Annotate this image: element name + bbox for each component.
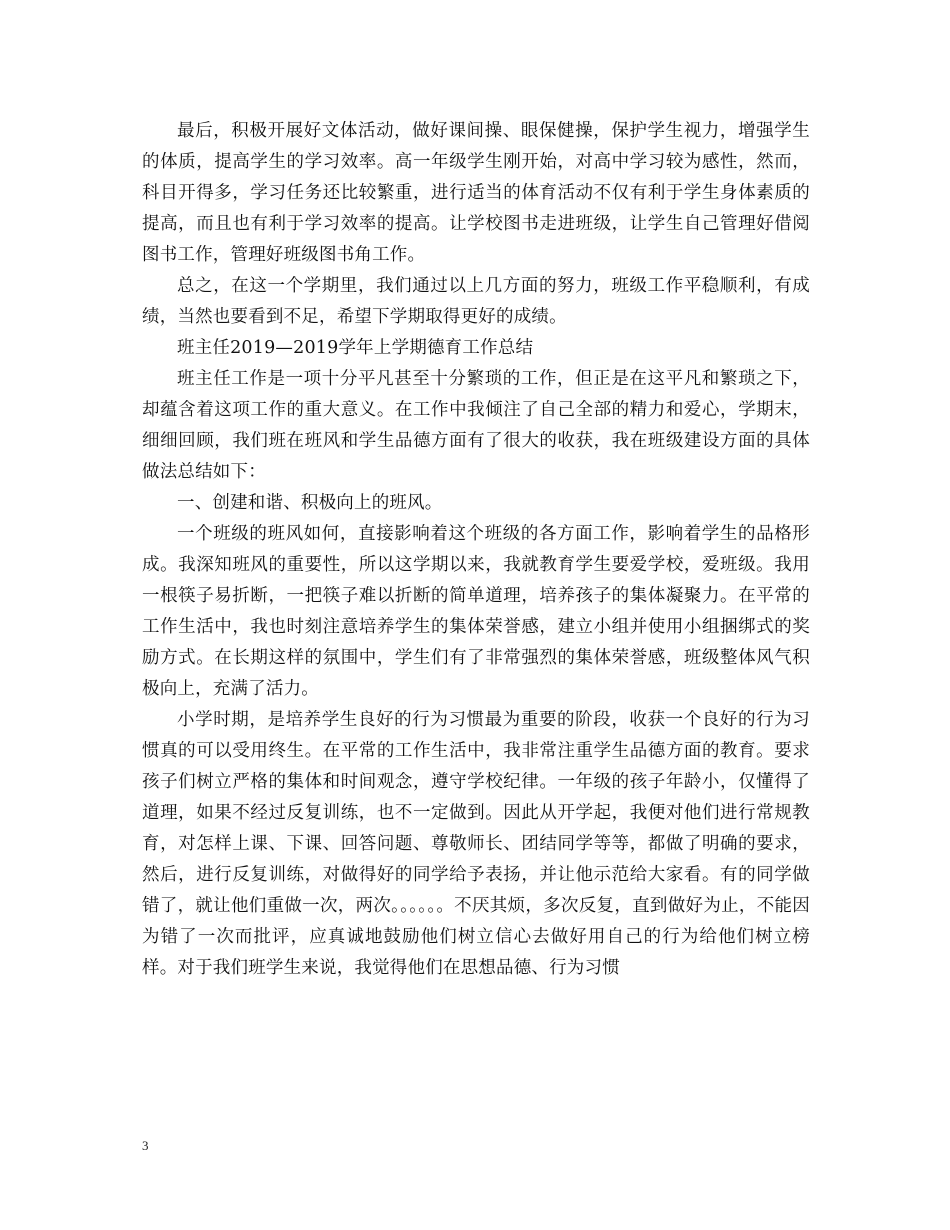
subheading-class-spirit: 一、创建和谐、积极向上的班风。 [177,493,443,513]
page-number: 3 [142,1138,149,1153]
paragraph-summary: 总之，在这一个学期里，我们通过以上几方面的努力，班级工作平稳顺利，有成绩，当然也要看到不足，希望下学期取得更好的成绩。 [142,276,810,327]
section-title: 班主任2019—2019学年上学期德育工作总结 [177,338,534,358]
paragraph-activities: 最后，积极开展好文体活动，做好课间操、眼保健操，保护学生视力，增强学生的体质，提高学生的学习效率。高一年级学生刚开始，对高中学习较为感性，然而，科目开得多，学习任务还比较繁重，进行适当的体育活动不仅有利于学生身体素质的提高，而且也有利于学习效率的提高。让学校图书走进班级，让学生自己管理好借阅图书工作，管理好班级图书角工作。 [142,121,810,265]
document-body [142,116,810,984]
paragraph-intro: 班主任工作是一项十分平凡甚至十分繁琐的工作，但正是在这平凡和繁琐之下，却蕴含着这项工作的重大意义。在工作中我倾注了自己全部的精力和爱心，学期末，细细回顾，我们班在班风和学生品德方面有了很大的收获，我在班级建设方面的具体做法总结如下： [142,369,810,482]
paragraph-class-spirit: 一个班级的班风如何，直接影响着这个班级的各方面工作，影响着学生的品格形成。我深知班风的重要性，所以这学期以来，我就教育学生要爱学校，爱班级。我用一根筷子易折断，一把筷子难以折断的简单道理，培养孩子的集体凝聚力。在平常的工作生活中，我也时刻注意培养学生的集体荣誉感，建立小组并使用小组捆绑式的奖励方式。在长期这样的氛围中，学生们有了非常强烈的集体荣誉感，班级整体风气积极向上，充满了活力。 [142,524,810,699]
paragraph-habits: 小学时期，是培养学生良好的行为习惯最为重要的阶段，收获一个良好的行为习惯真的可以受用终生。在平常的工作生活中，我非常注重学生品德方面的教育。要求孩子们树立严格的集体和时间观念，遵守学校纪律。一年级的孩子年龄小，仅懂得了道理，如果不经过反复训练，也不一定做到。因此从开学起，我便对他们进行常规教育，对怎样上课、下课、回答问题、尊敬师长、团结同学等等，都做了明确的要求，然后，进行反复训练，对做得好的同学给予表扬，并让他示范给大家看。有的同学做错了，就让他们重做一次，两次。。。。。。不厌其烦，多次反复，直到做好为止，不能因为错了一次而批评，应真诚地鼓励他们树立信心去做好用自己的行为给他们树立榜样。对于我们班学生来说，我觉得他们在思想品德、行为习惯 [142,710,810,978]
